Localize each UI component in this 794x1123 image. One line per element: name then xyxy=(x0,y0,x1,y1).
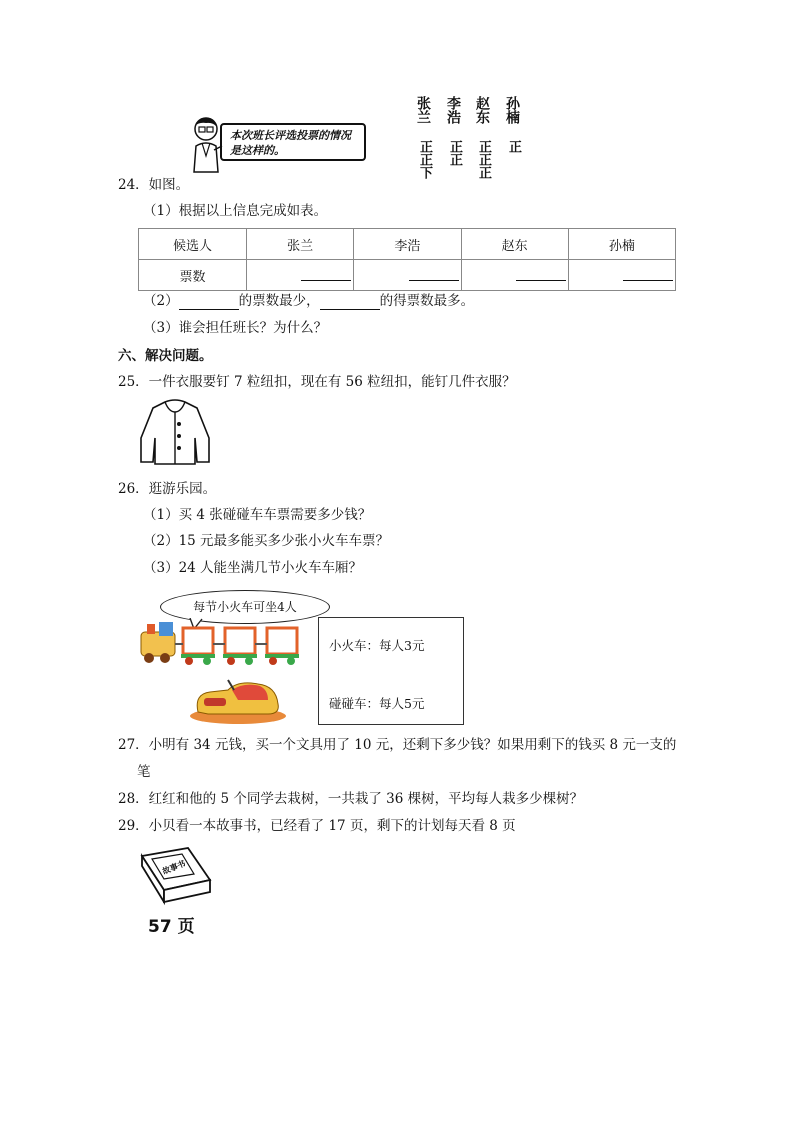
answer-blank[interactable] xyxy=(461,260,568,291)
question-27-line2: 笔 xyxy=(137,764,151,780)
vote-tally: 正正 xyxy=(447,140,462,166)
table-row-label: 票数 xyxy=(139,260,247,291)
jacket-illustration xyxy=(135,398,215,466)
book-label: 故事书 xyxy=(160,857,187,877)
teacher-illustration xyxy=(188,116,224,174)
candidate-name-vertical: 李浩 xyxy=(445,96,461,124)
price-box xyxy=(318,617,464,725)
train-illustration xyxy=(137,620,302,666)
vote-table xyxy=(138,228,676,291)
question-26-sub3: （3）24 人能坐满几节小火车车厢？ xyxy=(143,560,363,576)
question-24-sub3: （3）谁会担任班长？为什么？ xyxy=(143,320,328,336)
vote-tally: 正正下 xyxy=(417,140,432,179)
question-27-line1: 27．小明有 34 元钱，买一个文具用了 10 元，还剩下多少钱？如果用剩下的钱买 8 元一支的 xyxy=(118,737,677,753)
table-header-name: 孙楠 xyxy=(568,229,675,260)
sub2-mid: 的票数最少， xyxy=(238,293,320,309)
storybook-illustration xyxy=(138,846,214,908)
question-29: 29．小贝看一本故事书，已经看了 17 页，剩下的计划每天看 8 页 xyxy=(118,818,516,834)
candidate-name-vertical: 张兰 xyxy=(415,96,431,124)
question-24-sub1: （1）根据以上信息完成如表。 xyxy=(143,203,328,219)
table-header-name: 赵东 xyxy=(461,229,568,260)
answer-blank[interactable] xyxy=(354,260,461,291)
price-bumper: 碰碰车：每人5元 xyxy=(329,696,425,711)
answer-blank[interactable] xyxy=(179,295,239,310)
answer-blank[interactable] xyxy=(247,260,354,291)
question-25: 25．一件衣服要钉 7 粒纽扣，现在有 56 粒纽扣，能钉几件衣服？ xyxy=(118,374,516,390)
question-24: 24．如图。 xyxy=(118,177,190,193)
section-heading: 六、解决问题。 xyxy=(118,348,213,364)
vote-tally: 正正正 xyxy=(476,140,491,179)
candidate-name-vertical: 孙楠 xyxy=(504,96,520,124)
question-24-sub2 xyxy=(143,292,474,310)
book-pages: 57 页 xyxy=(148,917,195,937)
table-header-name: 李浩 xyxy=(354,229,461,260)
answer-blank[interactable] xyxy=(568,260,675,291)
question-28: 28．红红和他的 5 个同学去栽树，一共栽了 36 棵树，平均每人栽多少棵树？ xyxy=(118,791,584,807)
question-26-sub1: （1）买 4 张碰碰车车票需要多少钱？ xyxy=(143,507,372,523)
sub2-prefix: （2） xyxy=(143,293,179,309)
price-train: 小火车：每人3元 xyxy=(329,638,425,653)
bumper-car-illustration xyxy=(188,676,288,726)
candidate-name-vertical: 赵东 xyxy=(474,96,490,124)
speech-bubble: 每节小火车可坐4人 xyxy=(160,590,330,624)
speech-box: 本次班长评选投票的情况是这样的。 xyxy=(220,123,366,161)
question-26: 26．逛游乐园。 xyxy=(118,481,217,497)
sub2-end: 的得票数最多。 xyxy=(379,293,475,309)
question-26-sub2: （2）15 元最多能买多少张小火车车票？ xyxy=(143,533,390,549)
table-header-name: 张兰 xyxy=(247,229,354,260)
answer-blank[interactable] xyxy=(320,295,380,310)
vote-tally: 正 xyxy=(506,140,521,153)
table-header-label: 候选人 xyxy=(139,229,247,260)
